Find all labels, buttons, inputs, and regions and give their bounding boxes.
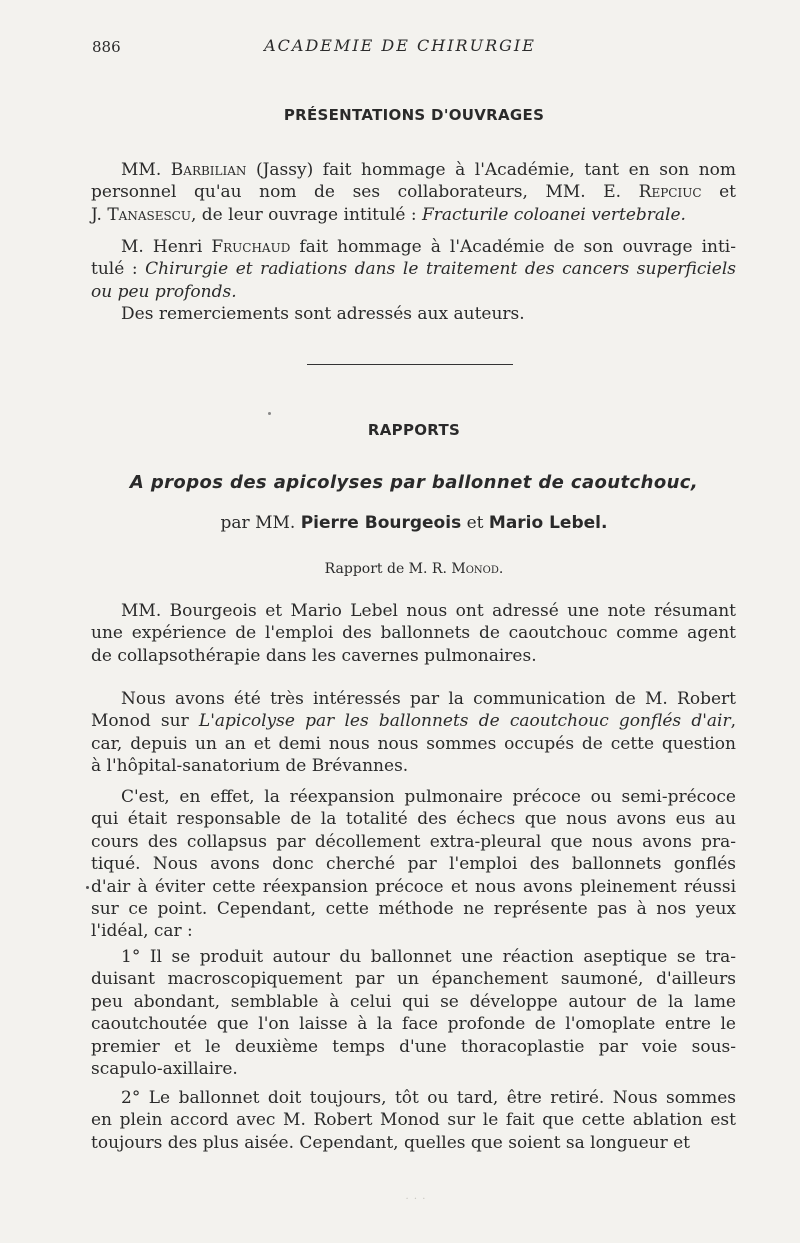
print-speck <box>268 412 271 415</box>
text-line <box>91 258 736 280</box>
text-line: 1° Il se produit autour du ballonnet une réaction aseptique se tra- <box>121 947 736 967</box>
print-speck <box>86 886 89 889</box>
running-title: ACADEMIE DE CHIRURGIE <box>264 36 536 55</box>
presentation-paragraph-2 <box>91 236 736 303</box>
text-line: à l'hôpital-sanatorium de Brévannes. <box>91 756 409 777</box>
section-title-presentations: PRÉSENTATIONS D'OUVRAGES <box>283 106 545 124</box>
text-line: scapulo-axillaire. <box>91 1059 238 1080</box>
author-2: Mario Lebel. <box>488 513 608 533</box>
text-run: Monod sur <box>91 711 199 732</box>
text-line: de collapsothérapie dans les cavernes pulmonaires. <box>91 645 537 666</box>
report-attribution <box>0 561 800 577</box>
article-paragraph <box>91 946 736 1080</box>
footer-watermark-mark: · · · <box>405 1194 427 1205</box>
text-line <box>91 710 736 732</box>
text-line: en plein accord avec M. Robert Monod sur le fait que cette ablation est <box>91 1110 736 1131</box>
article-paragraph <box>91 1087 736 1154</box>
text-run: personnel qu'au nom de ses collaborateurs, MM. E. <box>91 182 639 203</box>
section-title-rapports: RAPPORTS <box>367 421 461 439</box>
text-run: fait hommage à l'Académie de son ouvrage inti- <box>290 237 736 257</box>
article-paragraph <box>91 786 736 943</box>
byline-prefix: par MM. <box>220 513 296 533</box>
italic-title: Chirurgie et radiations dans le traitement des cancers superficiels <box>145 259 736 280</box>
presentation-paragraph-3 <box>121 303 766 325</box>
text-line: car, depuis un an et demi nous nous sommes occupés de cette question <box>91 733 736 754</box>
text-run: (Jassy) fait hommage à l'Académie, tant en son nom <box>246 160 736 180</box>
text-line <box>91 181 736 203</box>
text-run: , de leur ouvrage intitulé : <box>190 204 422 225</box>
text-run: et <box>701 182 737 203</box>
presentation-paragraph-1 <box>91 159 736 226</box>
text-line <box>91 281 736 303</box>
author-name: Barbilian <box>170 160 247 180</box>
text-run: , <box>730 711 736 732</box>
section-divider <box>307 364 513 365</box>
text-line: 2° Le ballonnet doit toujours, tôt ou tard, être retiré. Nous sommes <box>121 1088 736 1108</box>
text-line: C'est, en effet, la réexpansion pulmonaire précoce ou semi-précoce <box>121 787 736 807</box>
text-line <box>91 236 736 258</box>
article-paragraph <box>91 600 736 667</box>
text-line: l'idéal, car : <box>91 921 193 942</box>
report-name: Monod. <box>451 561 504 577</box>
text-line: une expérience de l'emploi des ballonnets de caoutchouc comme agent <box>91 623 736 644</box>
text-line: MM. Bourgeois et Mario Lebel nous ont adressé une note résumant <box>121 601 736 621</box>
presentation-closing: Des remerciements sont adressés aux auteurs. <box>121 304 525 324</box>
text-line <box>91 159 736 181</box>
text-line <box>91 204 736 226</box>
article-paragraph <box>91 688 736 778</box>
report-prefix: Rapport de M. R. <box>324 561 447 577</box>
text-line: tiqué. Nous avons donc cherché par l'emploi des ballonnets gonflés <box>91 854 736 875</box>
byline <box>0 513 800 533</box>
text-line: toujours des plus aisée. Cependant, quelles que soient sa longueur et <box>91 1132 691 1153</box>
text-run: tulé : <box>91 259 146 280</box>
article-title: A propos des apicolyses par ballonnet de caoutchouc, <box>129 472 699 493</box>
italic-title: ou peu profonds. <box>91 281 237 302</box>
text-line: duisant macroscopiquement par un épanchement saumoné, d'ailleurs <box>91 969 736 990</box>
text-line: caoutchoutée que l'on laisse à la face profonde de l'omoplate entre le <box>91 1014 736 1035</box>
author-name: Repciuc <box>638 182 702 203</box>
author-1: Pierre Bourgeois <box>300 513 462 533</box>
text-run: J. <box>91 204 108 225</box>
text-line: sur ce point. Cependant, cette méthode ne représente pas à nos yeux <box>91 899 736 920</box>
page-number: 886 <box>92 38 121 56</box>
text-line: d'air à éviter cette réexpansion précoce et nous avons pleinement réussi <box>91 876 736 897</box>
text-line: Nous avons été très intéressés par la communication de M. Robert <box>121 689 736 709</box>
author-name: Fruchaud <box>211 237 291 257</box>
text-line: qui était responsable de la totalité des échecs que nous avons eus au <box>91 809 736 830</box>
byline-and: et <box>466 513 484 533</box>
text-line: premier et le deuxième temps d'une thoracoplastie par voie sous- <box>91 1036 736 1057</box>
italic-title: L'apicolyse par les ballonnets de caoutchouc gonflés d'air <box>198 711 731 732</box>
text-run: M. Henri <box>121 237 212 257</box>
text-line: cours des collapsus par décollement extra-pleural que nous avons pra- <box>91 831 736 852</box>
text-line: peu abondant, semblable à celui qui se développe autour de la lame <box>91 991 736 1012</box>
text-run: MM. <box>121 160 171 180</box>
author-name: Tanasescu <box>107 204 191 225</box>
italic-title: Fracturile coloanei vertebrale. <box>421 204 686 225</box>
